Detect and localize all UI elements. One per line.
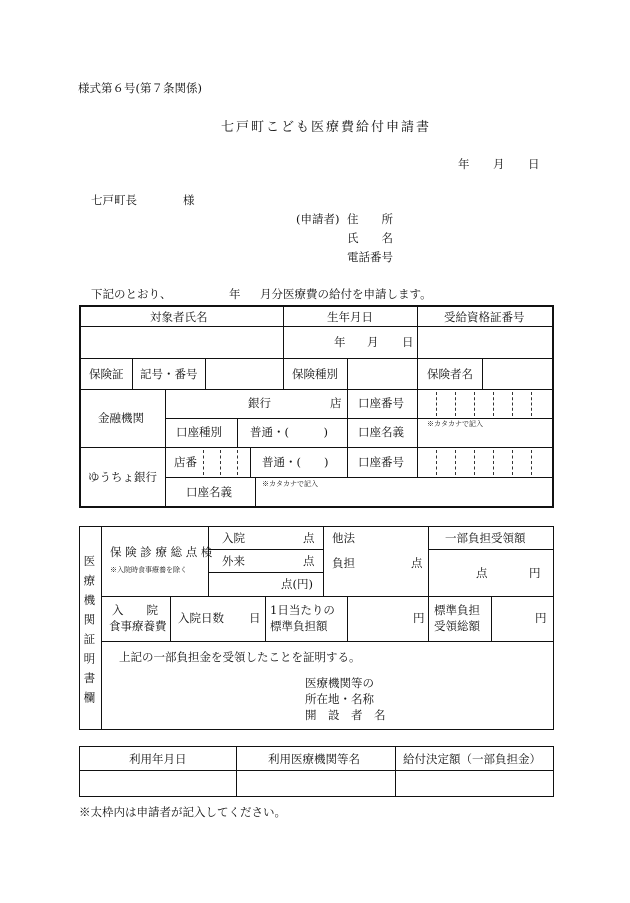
name-label: 氏 名 — [347, 231, 393, 245]
meal-note: ※入院時食事療養を除く — [110, 566, 187, 574]
yucho-account-number-label: 口座番号 — [358, 455, 404, 469]
col-birthdate: 生年月日 — [327, 310, 373, 324]
t3-vline — [395, 746, 396, 797]
digit-separator — [512, 392, 513, 416]
t2-line — [428, 549, 554, 550]
burden-label: 負担 — [332, 556, 355, 570]
digit-separator — [203, 450, 204, 475]
days-unit: 日 — [249, 611, 261, 625]
digit-separator — [493, 392, 494, 416]
digit-separator — [455, 392, 456, 416]
footer-note: ※太枠内は申請者が記入してください。 — [79, 805, 286, 819]
address-label: 住 所 — [347, 212, 393, 226]
t2-vline — [101, 526, 102, 730]
t1-line — [79, 389, 554, 390]
t2-vline — [208, 526, 209, 596]
t1-vline — [237, 418, 238, 447]
digit-separator — [531, 392, 532, 416]
yucho-bank-label: ゆうちょ銀行 — [88, 470, 157, 484]
t1-line — [165, 418, 554, 419]
t3-vline — [236, 746, 237, 797]
t1-vline — [347, 358, 348, 389]
yucho-account-type-choice: 普通・( ) — [262, 455, 329, 469]
store-number-label: 店番 — [174, 455, 197, 469]
institution-line-2: 所在地・名称 — [305, 692, 374, 706]
inpatient-meal-label-2: 食事療養費 — [109, 619, 167, 633]
yucho-katakana-note: ※カタカナで記入 — [262, 480, 318, 488]
t2-line — [101, 596, 554, 597]
t1-vline — [417, 358, 418, 389]
t2-vline — [323, 526, 324, 596]
honorific: 様 — [183, 193, 195, 207]
copay-yen-unit: 円 — [529, 566, 541, 580]
t2-vline — [491, 596, 492, 641]
birth-day: 日 — [402, 335, 414, 349]
yucho-account-name-label: 口座名義 — [186, 485, 232, 499]
t1-line — [79, 447, 554, 448]
col-institution: 利用医療機関等名 — [268, 752, 360, 766]
statement-year: 年 — [229, 287, 241, 301]
date-month-label: 月 — [493, 157, 505, 171]
digit-separator — [436, 450, 437, 475]
certify-text: 上記の一部負担金を受領したことを証明する。 — [119, 650, 361, 664]
applicant-label: (申請者) — [296, 212, 340, 226]
account-name-label: 口座名義 — [358, 425, 404, 439]
t1-vline — [205, 358, 206, 389]
account-number-label: 口座番号 — [358, 396, 404, 410]
medical-cert-side-label: 医療機関証明書欄 — [82, 555, 97, 711]
form-number: 様式第６号(第７条関係) — [78, 81, 202, 95]
account-type-choice: 普通・( ) — [250, 425, 328, 439]
t3-line — [79, 770, 554, 771]
insurance-card-label: 保険証 — [89, 367, 124, 381]
t1-vline — [347, 389, 348, 477]
t2-line — [208, 549, 323, 550]
financial-institution-label: 金融機関 — [98, 411, 144, 425]
addressee: 七戸町長 — [91, 193, 137, 207]
phone-label: 電話番号 — [347, 250, 393, 264]
t1-vline — [417, 389, 418, 477]
branch-label: 店 — [330, 396, 342, 410]
t1-vline — [250, 447, 251, 477]
inpatient-days-label: 入院日数 — [178, 611, 224, 625]
bank-label: 銀行 — [248, 396, 271, 410]
digit-separator — [474, 392, 475, 416]
date-day-label: 日 — [528, 157, 540, 171]
total-points-label: 保 険 診 療 総 点 検 — [110, 545, 213, 559]
katakana-note: ※カタカナで記入 — [427, 420, 483, 428]
t2-vline — [265, 596, 266, 641]
col-cert-number: 受給資格証番号 — [444, 310, 525, 324]
std-yen-unit: 円 — [535, 611, 547, 625]
date-year-label: 年 — [458, 157, 470, 171]
inpatient-meal-label-1: 入 院 — [112, 603, 158, 617]
daily-std-label-2: 標準負担額 — [270, 619, 328, 633]
institution-line-3: 開 設 者 名 — [305, 708, 386, 722]
t1-vline — [165, 389, 166, 508]
burden-points-unit: 点 — [411, 556, 423, 570]
yen-unit: 円 — [413, 611, 425, 625]
t1-vline — [283, 305, 284, 358]
digit-separator — [474, 450, 475, 475]
col-use-date: 利用年月日 — [129, 752, 187, 766]
symbol-number-label: 記号・番号 — [140, 367, 198, 381]
digit-separator — [455, 450, 456, 475]
t1-vline — [283, 358, 284, 389]
insurance-type-label: 保険種別 — [292, 367, 338, 381]
digit-separator — [512, 450, 513, 475]
t1-line — [165, 477, 554, 478]
digit-separator — [237, 450, 238, 475]
institution-line-1: 医療機関等の — [305, 676, 374, 690]
insurer-name-label: 保険者名 — [427, 367, 473, 381]
t1-vline — [482, 358, 483, 389]
t2-line — [208, 572, 323, 573]
t2-vline — [428, 526, 429, 596]
t1-vline — [132, 358, 133, 389]
std-total-label-1: 標準負担 — [434, 603, 480, 617]
col-payment: 給付決定額（一部負担金） — [403, 752, 541, 766]
t1-line — [79, 326, 554, 327]
page-title: 七戸町こども医療費給付申請書 — [221, 120, 432, 135]
t2-vline — [347, 596, 348, 641]
std-total-label-2: 受領総額 — [434, 619, 480, 633]
digit-separator — [436, 392, 437, 416]
t2-vline — [428, 596, 429, 641]
points-yen-unit: 点(円) — [281, 577, 313, 591]
digit-separator — [493, 450, 494, 475]
other-law-label: 他法 — [332, 531, 355, 545]
t2-line — [101, 641, 554, 642]
t1-vline — [417, 305, 418, 358]
statement-prefix: 下記のとおり、 — [91, 287, 172, 301]
birth-month: 月 — [367, 335, 379, 349]
copay-received-label: 一部負担受領額 — [445, 531, 526, 545]
digit-separator — [220, 450, 221, 475]
copay-points-unit: 点 — [476, 566, 488, 580]
birth-year: 年 — [334, 335, 346, 349]
t1-vline — [255, 477, 256, 508]
statement-suffix: 月分医療費の給付を申請します。 — [260, 287, 432, 301]
t2-vline — [170, 596, 171, 641]
outpatient-points-unit: 点 — [303, 554, 315, 568]
inpatient-points-unit: 点 — [303, 531, 315, 545]
daily-std-label-1: 1日当たりの — [270, 603, 335, 617]
account-type-label: 口座種別 — [176, 425, 222, 439]
outpatient-label: 外来 — [222, 554, 245, 568]
inpatient-label: 入院 — [222, 531, 245, 545]
digit-separator — [531, 450, 532, 475]
col-subject-name: 対象者氏名 — [150, 310, 208, 324]
